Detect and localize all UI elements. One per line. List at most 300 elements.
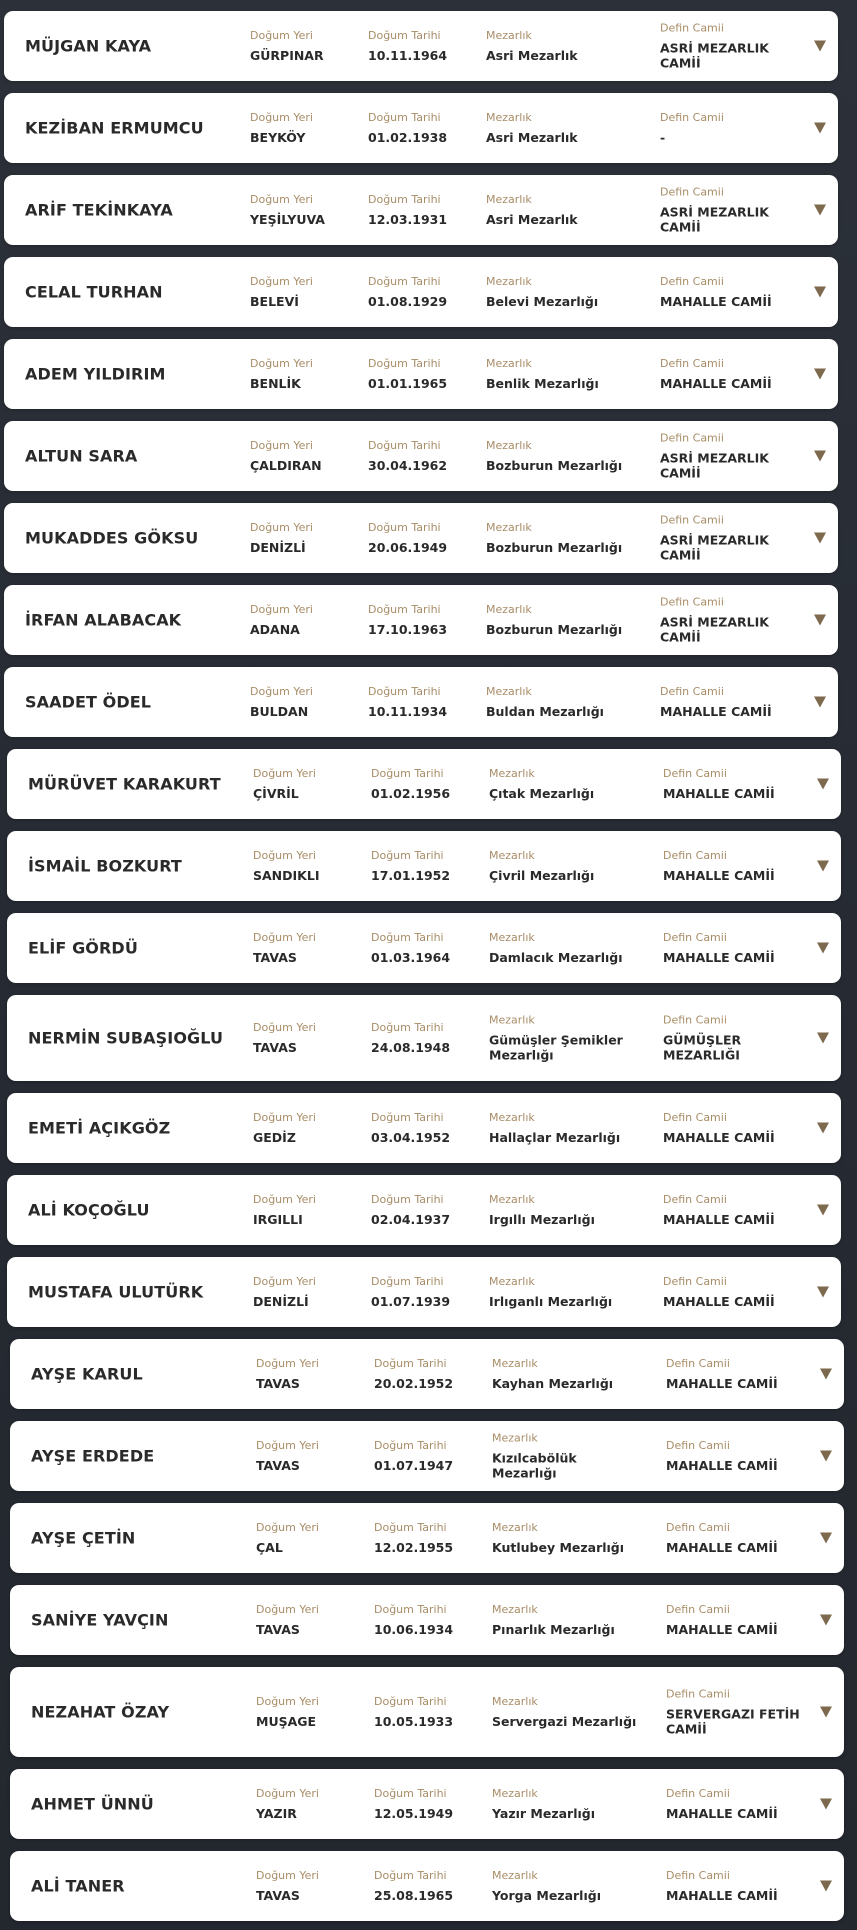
deceased-name: SANİYE YAVÇIN [31, 1610, 169, 1630]
funeral-mosque-field [666, 1787, 816, 1821]
birth-date-field [371, 1111, 481, 1145]
birth-date-label: Doğum Tarihi [368, 521, 441, 534]
birthplace-field [250, 193, 360, 227]
funeral-mosque-field [660, 111, 810, 145]
cemetery-value: Kayhan Mezarlığı [492, 1376, 614, 1391]
birthplace-value: BEYKÖY [250, 130, 306, 145]
cemetery-label: Mezarlık [489, 849, 535, 862]
birth-date-field [374, 1603, 484, 1637]
birthplace-field [250, 439, 360, 473]
cemetery-value: Pınarlık Mezarlığı [492, 1622, 615, 1637]
record-card[interactable] [7, 1093, 841, 1163]
funeral-mosque-field [663, 849, 813, 883]
birthplace-value: ADANA [250, 622, 300, 637]
cemetery-field [492, 1521, 638, 1555]
birthplace-field [253, 767, 363, 801]
birthplace-label: Doğum Yeri [253, 767, 316, 780]
cemetery-label: Mezarlık [492, 1869, 538, 1882]
record-card[interactable] [4, 503, 838, 573]
funeral-mosque-label: Defin Camii [663, 1111, 727, 1124]
funeral-mosque-label: Defin Camii [660, 111, 724, 124]
record-card[interactable] [4, 257, 838, 327]
deceased-name: MÜJGAN KAYA [25, 36, 152, 56]
record-card[interactable] [7, 995, 841, 1081]
birthplace-label: Doğum Yeri [253, 1021, 316, 1034]
record-card[interactable] [7, 749, 841, 819]
cemetery-label: Mezarlık [486, 357, 532, 370]
deceased-name: MUSTAFA ULUTÜRK [28, 1282, 204, 1302]
cemetery-field [489, 1111, 635, 1145]
birthplace-field [256, 1869, 366, 1903]
funeral-mosque-value: MAHALLE CAMİİ [666, 1458, 778, 1473]
funeral-mosque-value: MAHALLE CAMİİ [666, 1622, 778, 1637]
funeral-mosque-field [666, 1357, 816, 1391]
birth-date-label: Doğum Tarihi [371, 1111, 444, 1124]
deceased-name: İSMAİL BOZKURT [28, 856, 182, 876]
cemetery-field [486, 603, 632, 637]
birthplace-field [253, 931, 363, 965]
birth-date-value: 17.10.1963 [368, 622, 448, 637]
birthplace-field [253, 1021, 363, 1055]
funeral-mosque-value: MAHALLE CAMİİ [663, 1294, 775, 1309]
record-card[interactable] [10, 1421, 844, 1491]
birthplace-value: TAVAS [253, 1040, 297, 1055]
chevron-down-icon[interactable] [814, 533, 826, 544]
deceased-name: ALİ TANER [31, 1876, 125, 1896]
cemetery-field [486, 439, 632, 473]
birth-date-label: Doğum Tarihi [374, 1695, 447, 1708]
deceased-name: MUKADDES GÖKSU [25, 528, 199, 548]
birthplace-field [256, 1439, 366, 1473]
funeral-mosque-value: ASRİ MEZARLIK CAMİİ [660, 40, 769, 71]
record-card[interactable] [4, 339, 838, 409]
funeral-mosque-field [663, 1014, 813, 1063]
cemetery-value: Gümüşler Şemikler Mezarlığı [489, 1032, 623, 1063]
birthplace-field [256, 1521, 366, 1555]
chevron-down-icon[interactable] [820, 1881, 832, 1892]
birthplace-value: YEŞİLYUVA [250, 212, 325, 227]
chevron-down-icon[interactable] [817, 943, 829, 954]
birth-date-value: 17.01.1952 [371, 868, 451, 883]
record-card[interactable] [7, 913, 841, 983]
chevron-down-icon[interactable] [814, 123, 826, 134]
birth-date-field [374, 1439, 484, 1473]
record-card[interactable] [10, 1339, 844, 1409]
funeral-mosque-value: MAHALLE CAMİİ [660, 376, 772, 391]
birth-date-value: 25.08.1965 [374, 1888, 454, 1903]
birthplace-label: Doğum Yeri [256, 1357, 319, 1370]
chevron-down-icon[interactable] [814, 205, 826, 216]
chevron-down-icon[interactable] [820, 1451, 832, 1462]
birth-date-field [368, 685, 478, 719]
cemetery-label: Mezarlık [486, 603, 532, 616]
birthplace-field [250, 521, 360, 555]
cemetery-value: Bozburun Mezarlığı [486, 458, 623, 473]
birth-date-field [374, 1695, 484, 1729]
birthplace-field [253, 1111, 363, 1145]
birth-date-value: 03.04.1952 [371, 1130, 451, 1145]
cemetery-field [486, 29, 632, 63]
funeral-mosque-field [663, 1193, 813, 1227]
cemetery-field [492, 1357, 638, 1391]
funeral-mosque-value: MAHALLE CAMİİ [666, 1888, 778, 1903]
cemetery-field [486, 111, 632, 145]
birthplace-label: Doğum Yeri [253, 1193, 316, 1206]
cemetery-label: Mezarlık [486, 29, 532, 42]
birth-date-label: Doğum Tarihi [368, 357, 441, 370]
birth-date-value: 12.03.1931 [368, 212, 448, 227]
birthplace-value: MUŞAGE [256, 1714, 317, 1729]
funeral-mosque-field [663, 1275, 813, 1309]
funeral-mosque-label: Defin Camii [666, 1521, 730, 1534]
birth-date-value: 12.02.1955 [374, 1540, 454, 1555]
funeral-mosque-label: Defin Camii [663, 1013, 727, 1027]
cemetery-value: Irgıllı Mezarlığı [489, 1212, 595, 1227]
cemetery-field [489, 767, 635, 801]
birthplace-value: DENİZLİ [253, 1294, 309, 1309]
funeral-mosque-label: Defin Camii [666, 1439, 730, 1452]
birth-date-field [374, 1869, 484, 1903]
birthplace-label: Doğum Yeri [256, 1787, 319, 1800]
cemetery-value: Yazır Mezarlığı [492, 1806, 596, 1821]
funeral-mosque-label: Defin Camii [663, 931, 727, 944]
birthplace-value: DENİZLİ [250, 540, 306, 555]
birth-date-value: 10.11.1934 [368, 704, 448, 719]
record-card[interactable] [10, 1851, 844, 1921]
cemetery-value: Irlıganlı Mezarlığı [489, 1294, 613, 1309]
deceased-name: MÜRÜVET KARAKURT [28, 774, 221, 794]
cemetery-field [486, 193, 632, 227]
birth-date-label: Doğum Tarihi [368, 111, 441, 124]
birth-date-value: 10.11.1964 [368, 48, 448, 63]
funeral-mosque-label: Defin Camii [660, 21, 724, 35]
cemetery-field [492, 1695, 638, 1729]
cemetery-value: Yorga Mezarlığı [492, 1888, 601, 1903]
birth-date-value: 01.02.1938 [368, 130, 448, 145]
record-card[interactable] [4, 667, 838, 737]
chevron-down-icon[interactable] [814, 615, 826, 626]
cemetery-label: Mezarlık [489, 1275, 535, 1288]
birthplace-label: Doğum Yeri [250, 521, 313, 534]
chevron-down-icon[interactable] [817, 861, 829, 872]
funeral-mosque-label: Defin Camii [660, 513, 724, 527]
birth-date-field [374, 1521, 484, 1555]
record-card[interactable] [4, 175, 838, 245]
birth-date-field [374, 1787, 484, 1821]
funeral-mosque-field [666, 1688, 816, 1737]
cemetery-label: Mezarlık [492, 1357, 538, 1370]
funeral-mosque-field [660, 685, 810, 719]
birthplace-value: GÜRPINAR [250, 48, 324, 63]
birthplace-value: SANDIKLI [253, 868, 320, 883]
birth-date-label: Doğum Tarihi [374, 1603, 447, 1616]
birth-date-field [368, 29, 478, 63]
cemetery-value: Kızılcabölük Mezarlığı [492, 1450, 577, 1481]
cemetery-field [489, 849, 635, 883]
cemetery-label: Mezarlık [489, 767, 535, 780]
cemetery-value: Bozburun Mezarlığı [486, 540, 623, 555]
funeral-mosque-value: MAHALLE CAMİİ [666, 1376, 778, 1391]
birth-date-value: 10.05.1933 [374, 1714, 454, 1729]
birthplace-label: Doğum Yeri [250, 193, 313, 206]
birth-date-label: Doğum Tarihi [368, 193, 441, 206]
funeral-mosque-label: Defin Camii [660, 185, 724, 199]
record-card[interactable] [7, 1175, 841, 1245]
birth-date-field [368, 603, 478, 637]
birth-date-field [371, 849, 481, 883]
funeral-mosque-field [666, 1869, 816, 1903]
chevron-down-icon[interactable] [817, 779, 829, 790]
birth-date-value: 20.06.1949 [368, 540, 448, 555]
chevron-down-icon[interactable] [820, 1799, 832, 1810]
cemetery-value: Asri Mezarlık [486, 48, 578, 63]
cemetery-value: Belevi Mezarlığı [486, 294, 599, 309]
birth-date-label: Doğum Tarihi [371, 1021, 444, 1034]
birth-date-value: 01.07.1939 [371, 1294, 451, 1309]
funeral-mosque-label: Defin Camii [660, 431, 724, 445]
chevron-down-icon[interactable] [814, 451, 826, 462]
chevron-down-icon[interactable] [820, 1615, 832, 1626]
cemetery-value: Bozburun Mezarlığı [486, 622, 623, 637]
birth-date-field [371, 767, 481, 801]
deceased-name: İRFAN ALABACAK [25, 610, 182, 630]
birthplace-label: Doğum Yeri [256, 1521, 319, 1534]
cemetery-label: Mezarlık [486, 685, 532, 698]
deceased-name: AYŞE ÇETİN [31, 1528, 136, 1548]
birth-date-field [371, 1193, 481, 1227]
birth-date-label: Doğum Tarihi [368, 275, 441, 288]
funeral-mosque-field [666, 1439, 816, 1473]
funeral-mosque-field [663, 1111, 813, 1145]
birthplace-label: Doğum Yeri [250, 29, 313, 42]
cemetery-value: Asri Mezarlık [486, 130, 578, 145]
birthplace-value: BENLİK [250, 376, 301, 391]
deceased-name: ALİ KOÇOĞLU [28, 1200, 150, 1220]
birthplace-value: TAVAS [256, 1888, 300, 1903]
birth-date-value: 01.08.1929 [368, 294, 448, 309]
birth-date-label: Doğum Tarihi [368, 439, 441, 452]
cemetery-label: Mezarlık [492, 1431, 538, 1445]
funeral-mosque-value: MAHALLE CAMİİ [663, 1212, 775, 1227]
chevron-down-icon[interactable] [817, 1205, 829, 1216]
cemetery-label: Mezarlık [492, 1787, 538, 1800]
cemetery-field [492, 1432, 638, 1481]
birth-date-label: Doğum Tarihi [371, 849, 444, 862]
cemetery-field [492, 1869, 638, 1903]
birthplace-field [250, 275, 360, 309]
birth-date-value: 01.02.1956 [371, 786, 451, 801]
birth-date-label: Doğum Tarihi [374, 1439, 447, 1452]
chevron-down-icon[interactable] [817, 1123, 829, 1134]
deceased-name: CELAL TURHAN [25, 282, 163, 302]
funeral-mosque-value: MAHALLE CAMİİ [663, 868, 775, 883]
funeral-mosque-label: Defin Camii [666, 1787, 730, 1800]
record-card[interactable] [4, 421, 838, 491]
chevron-down-icon[interactable] [820, 1533, 832, 1544]
birthplace-value: BELEVİ [250, 294, 299, 309]
record-card[interactable] [10, 1503, 844, 1573]
funeral-mosque-field [660, 22, 810, 71]
birthplace-field [250, 111, 360, 145]
funeral-mosque-field [660, 432, 810, 481]
birthplace-label: Doğum Yeri [253, 849, 316, 862]
birth-date-label: Doğum Tarihi [374, 1787, 447, 1800]
birthplace-label: Doğum Yeri [250, 685, 313, 698]
birth-date-value: 01.07.1947 [374, 1458, 454, 1473]
deceased-name: ALTUN SARA [25, 446, 138, 466]
birth-date-value: 24.08.1948 [371, 1040, 451, 1055]
birthplace-label: Doğum Yeri [256, 1869, 319, 1882]
funeral-mosque-value: MAHALLE CAMİİ [660, 704, 772, 719]
cemetery-value: Servergazi Mezarlığı [492, 1714, 637, 1729]
funeral-mosque-field [663, 931, 813, 965]
cemetery-field [486, 357, 632, 391]
birth-date-value: 12.05.1949 [374, 1806, 454, 1821]
birth-date-value: 30.04.1962 [368, 458, 448, 473]
birthplace-value: BULDAN [250, 704, 309, 719]
cemetery-field [492, 1787, 638, 1821]
birth-date-value: 20.02.1952 [374, 1376, 454, 1391]
chevron-down-icon[interactable] [817, 1033, 829, 1044]
record-card[interactable] [4, 11, 838, 81]
record-card[interactable] [10, 1667, 844, 1757]
deceased-name: ADEM YILDIRIM [25, 364, 166, 384]
cemetery-field [489, 1193, 635, 1227]
record-card[interactable] [10, 1585, 844, 1655]
birth-date-value: 10.06.1934 [374, 1622, 454, 1637]
birthplace-value: IRGILLI [253, 1212, 303, 1227]
deceased-name: AHMET ÜNNÜ [31, 1794, 154, 1814]
cemetery-value: Çıtak Mezarlığı [489, 786, 595, 801]
chevron-down-icon[interactable] [814, 287, 826, 298]
birth-date-label: Doğum Tarihi [368, 603, 441, 616]
funeral-mosque-label: Defin Camii [663, 1275, 727, 1288]
birth-date-label: Doğum Tarihi [374, 1521, 447, 1534]
cemetery-label: Mezarlık [492, 1695, 538, 1708]
funeral-mosque-label: Defin Camii [660, 595, 724, 609]
birthplace-label: Doğum Yeri [256, 1439, 319, 1452]
birthplace-label: Doğum Yeri [250, 603, 313, 616]
record-card[interactable] [10, 1769, 844, 1839]
funeral-mosque-value: GÜMÜŞLER MEZARLIĞI [663, 1032, 742, 1063]
cemetery-label: Mezarlık [489, 1111, 535, 1124]
cemetery-label: Mezarlık [489, 1193, 535, 1206]
cemetery-label: Mezarlık [486, 275, 532, 288]
birthplace-value: TAVAS [256, 1376, 300, 1391]
birth-date-field [368, 521, 478, 555]
birth-date-label: Doğum Tarihi [371, 767, 444, 780]
birthplace-field [250, 29, 360, 63]
cemetery-label: Mezarlık [486, 521, 532, 534]
birthplace-label: Doğum Yeri [250, 357, 313, 370]
birthplace-field [256, 1787, 366, 1821]
birthplace-field [256, 1357, 366, 1391]
funeral-mosque-label: Defin Camii [666, 1687, 730, 1701]
birth-date-value: 01.01.1965 [368, 376, 448, 391]
birth-date-label: Doğum Tarihi [371, 931, 444, 944]
funeral-mosque-value: SERVERGAZI FETİH CAMİİ [666, 1706, 800, 1737]
funeral-mosque-value: ASRİ MEZARLIK CAMİİ [660, 614, 769, 645]
record-card[interactable] [7, 831, 841, 901]
record-card[interactable] [7, 1257, 841, 1327]
birthplace-field [256, 1603, 366, 1637]
cemetery-value: Kutlubey Mezarlığı [492, 1540, 625, 1555]
chevron-down-icon[interactable] [814, 369, 826, 380]
funeral-mosque-label: Defin Camii [660, 275, 724, 288]
deceased-name: AYŞE KARUL [31, 1364, 143, 1384]
cemetery-field [486, 275, 632, 309]
cemetery-field [486, 685, 632, 719]
birthplace-label: Doğum Yeri [256, 1695, 319, 1708]
funeral-mosque-label: Defin Camii [663, 767, 727, 780]
cemetery-label: Mezarlık [492, 1521, 538, 1534]
funeral-mosque-value: ASRİ MEZARLIK CAMİİ [660, 450, 769, 481]
birthplace-field [250, 685, 360, 719]
birth-date-field [368, 193, 478, 227]
cemetery-field [489, 1275, 635, 1309]
chevron-down-icon[interactable] [817, 1287, 829, 1298]
cemetery-label: Mezarlık [489, 931, 535, 944]
birthplace-value: YAZIR [256, 1806, 297, 1821]
funeral-mosque-value: - [660, 130, 666, 145]
cemetery-value: Damlacık Mezarlığı [489, 950, 623, 965]
birthplace-label: Doğum Yeri [250, 275, 313, 288]
deceased-name: NEZAHAT ÖZAY [31, 1702, 170, 1722]
funeral-mosque-field [660, 596, 810, 645]
funeral-mosque-field [660, 275, 810, 309]
chevron-down-icon[interactable] [820, 1369, 832, 1380]
cemetery-label: Mezarlık [486, 193, 532, 206]
deceased-name: SAADET ÖDEL [25, 692, 152, 712]
funeral-mosque-label: Defin Camii [666, 1869, 730, 1882]
cemetery-label: Mezarlık [492, 1603, 538, 1616]
funeral-mosque-value: MAHALLE CAMİİ [663, 786, 775, 801]
birthplace-field [250, 357, 360, 391]
funeral-mosque-label: Defin Camii [663, 1193, 727, 1206]
cemetery-value: Asri Mezarlık [486, 212, 578, 227]
cemetery-value: Çivril Mezarlığı [489, 868, 595, 883]
birthplace-value: TAVAS [253, 950, 297, 965]
chevron-down-icon[interactable] [820, 1707, 832, 1718]
birthplace-label: Doğum Yeri [256, 1603, 319, 1616]
chevron-down-icon[interactable] [814, 697, 826, 708]
funeral-mosque-label: Defin Camii [663, 849, 727, 862]
birth-date-label: Doğum Tarihi [368, 29, 441, 42]
birthplace-field [253, 849, 363, 883]
birthplace-label: Doğum Yeri [253, 931, 316, 944]
birth-date-field [371, 1275, 481, 1309]
birthplace-field [250, 603, 360, 637]
birth-date-field [368, 439, 478, 473]
birth-date-label: Doğum Tarihi [374, 1869, 447, 1882]
birth-date-value: 02.04.1937 [371, 1212, 451, 1227]
birthplace-value: GEDİZ [253, 1130, 296, 1145]
record-card[interactable] [4, 585, 838, 655]
funeral-mosque-label: Defin Camii [660, 357, 724, 370]
funeral-mosque-value: MAHALLE CAMİİ [663, 1130, 775, 1145]
birthplace-label: Doğum Yeri [253, 1275, 316, 1288]
chevron-down-icon[interactable] [814, 41, 826, 52]
birth-date-value: 01.03.1964 [371, 950, 451, 965]
birthplace-field [253, 1275, 363, 1309]
record-card[interactable] [4, 93, 838, 163]
funeral-mosque-value: ASRİ MEZARLIK CAMİİ [660, 204, 769, 235]
birth-date-field [374, 1357, 484, 1391]
cemetery-value: Hallaçlar Mezarlığı [489, 1130, 621, 1145]
funeral-mosque-value: MAHALLE CAMİİ [666, 1806, 778, 1821]
birthplace-value: TAVAS [256, 1622, 300, 1637]
funeral-mosque-field [666, 1521, 816, 1555]
